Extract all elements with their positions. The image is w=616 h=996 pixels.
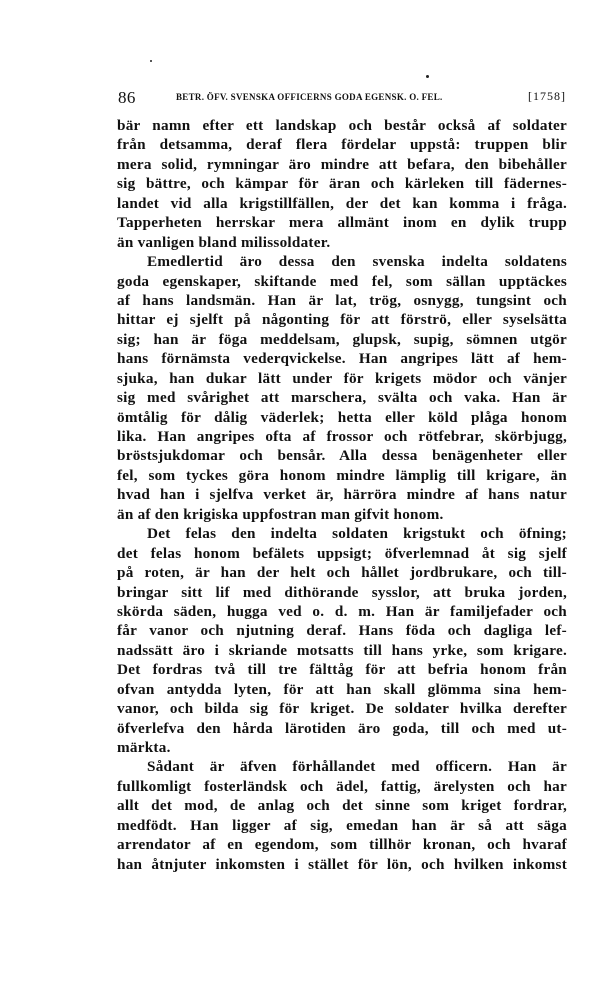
text-line: det felas honom befälets uppsigt; öfverlemnad åt sig sjelf [117, 544, 567, 562]
text-line: sig; han är föga meddelsam, glupsk, supig, sömnen utgör [117, 330, 567, 348]
text-line: medfödt. Han ligger af sig, emedan han är så att säga [117, 816, 567, 834]
text-line: öfverlefva den hårda lärotiden äro goda, till och med ut- [117, 719, 567, 737]
text-line: från detsamma, deraf flera fördelar uppstå: truppen blir [117, 136, 567, 154]
text-line: goda egenskaper, skiftande med fel, som sällan upptäckes [117, 272, 567, 290]
paragraph [117, 757, 567, 874]
print-speck [426, 75, 429, 78]
paragraph [117, 252, 567, 524]
text-line: får vanor och njutning deraf. Hans föda och dagliga lef- [117, 622, 567, 640]
text-line: allt det mod, de anlag och det sinne som kriget fordrar, [117, 797, 567, 815]
text-line: hittar ej sjelft på någonting för att förströ, eller syselsätta [117, 311, 567, 329]
text-line: hans förnämsta vederqvickelse. Han angripes lätt af hem- [117, 350, 567, 368]
text-line: på roten, är han der helt och hållet jordbrukare, och till- [117, 564, 567, 582]
text-line: Det felas den indelta soldaten krigstukt och öfning; [147, 525, 567, 543]
paragraph [117, 524, 567, 757]
text-line: fel, som tyckes göra honom mindre lämplig till krigare, än [117, 466, 567, 484]
text-line: bär namn efter ett landskap och består också af soldater [117, 117, 567, 134]
text-line: sig bättre, och kämpar för äran och kärleken till fädernes- [117, 175, 567, 193]
text-line: af hans landsmän. Han är lat, trög, osnygg, tungsint och [117, 291, 567, 309]
text-line: märkta. [117, 739, 171, 756]
running-title: BETR. ÖFV. SVENSKA OFFICERNS GODA EGENSK. O. FEL. [176, 92, 443, 102]
text-line: arrendator af en egendom, som tillhör kronan, och hvaraf [117, 836, 567, 854]
text-line: han åtnjuter inkomsten i stället för lön, och hvilken inkomst [117, 855, 567, 873]
text-line: fullkomligt fosterländsk och ädel, fattig, ärelysten och har [117, 777, 567, 795]
header-year: [1758] [528, 89, 566, 103]
text-line: än af den krigiska uppfostran man gifvit honom. [117, 505, 444, 523]
text-line: lika. Han angripes ofta af frossor och rötfebrar, skörbjugg, [117, 428, 567, 445]
paragraph [117, 116, 567, 252]
text-line: bringar sitt lif med dithörande sysslor, att bruka jorden, [117, 583, 567, 601]
text-line: Det fordras två till tre fälttåg för att befria honom från [117, 661, 567, 679]
text-line: ofvan antydda lyten, för att han skall glömma sina hem- [117, 680, 567, 698]
page-number: 86 [118, 88, 136, 107]
text-line: sjuka, han dukar lätt under för krigets mödor och vänjer [117, 369, 567, 387]
text-line: Sådant är äfven förhållandet med officern. Han är [147, 758, 567, 776]
text-line: än vanligen bland milissoldater. [117, 233, 331, 251]
text-line: sig med svårighet att marschera, svälta och vaka. Han är [117, 389, 567, 407]
page-header [118, 88, 566, 110]
body-text [117, 116, 567, 874]
text-line: mera solid, rymningar äro mindre att befara, den bibehåller [117, 155, 567, 173]
text-line: vanor, och bilda sig för kriget. De soldater hvilka derefter [117, 700, 567, 718]
text-line: Emedlertid äro dessa den svenska indelta soldatens [147, 253, 567, 271]
print-speck [150, 60, 152, 62]
text-line: bröstsjukdomar och bensår. Alla dessa benägenheter eller [117, 447, 567, 465]
text-line: skörda säden, hugga ved o. d. m. Han är familjefader och [117, 602, 567, 620]
text-line: nadssätt äro i skriande motsatts till hans yrke, som krigare. [117, 641, 567, 659]
text-line: hvad han i sjelfva verket är, härröra mindre af hans natur [117, 486, 567, 504]
text-line: Tapperheten herrskar mera allmänt inom en dylik trupp [117, 214, 567, 232]
text-line: ömtålig för dålig väderlek; hetta eller köld plåga honom [117, 408, 567, 426]
text-line: landet vid alla krigstillfällen, der det kan komma i fråga. [117, 194, 567, 212]
